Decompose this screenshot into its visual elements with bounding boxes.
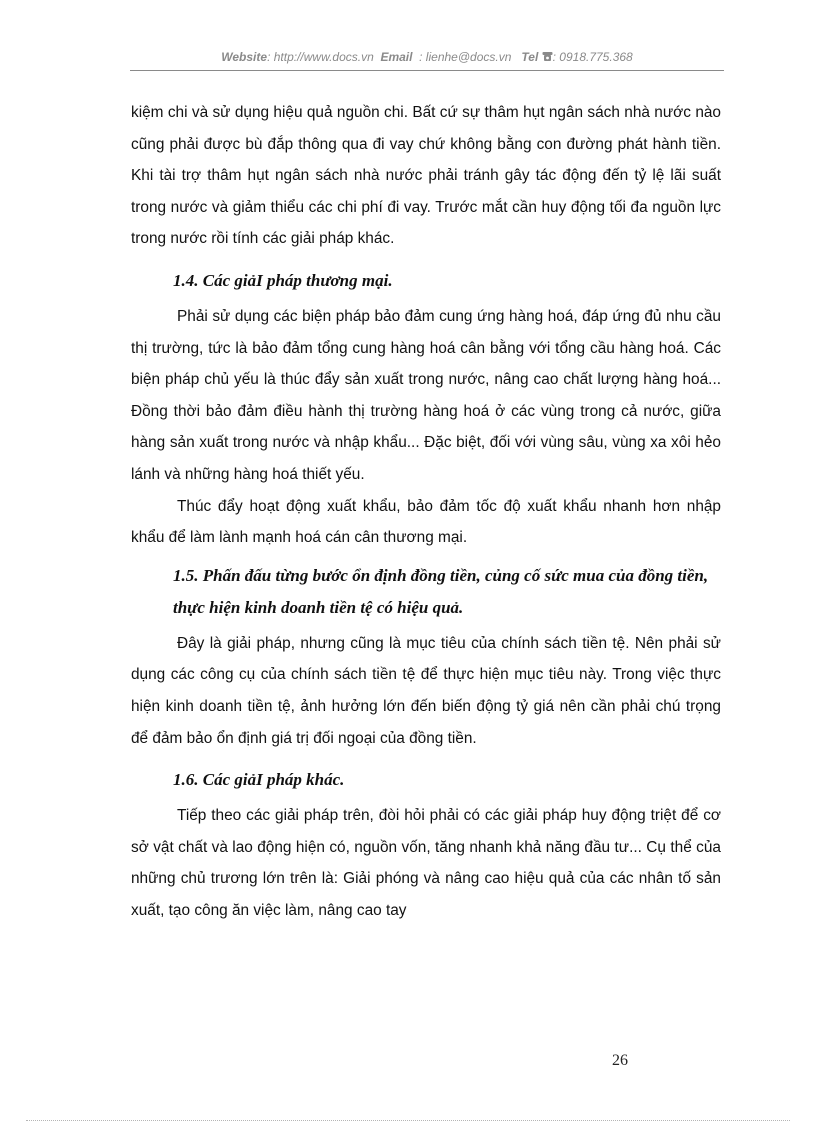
paragraph-monetary-policy: Đây là giải pháp, nhưng cũng là mục tiêu của chính sách tiền tệ. Nên phải sử dụng các công cụ của chính sách tiền tệ để thực hiện mục tiêu này. Trong việc thực hiện kinh doanh tiền tệ, ảnh hưởng lớn đến biến động tỷ giá nên cần phải chú trọng để đảm bảo ổn định giá trị đối ngoại của đồng tiền. [131, 634, 721, 747]
email-label: Email [380, 50, 413, 64]
header-divider [130, 70, 724, 71]
website-label: Website [221, 50, 268, 64]
paragraph-trade-measures: Phải sử dụng các biện pháp bảo đảm cung ứng hàng hoá, đáp ứng đủ nhu cầu thị trường, tức là bảo đảm tổng cung hàng hoá cân bằng với tổng cầu hàng hoá. Các biện pháp chủ yếu là thúc đẩy sản xuất trong nước, nâng cao chất lượng hàng hoá... Đồng thời bảo đảm điều hành thị trường hàng hoá ở các vùng trong cả nước, giữa hàng sản xuất trong nước và nhập khẩu... Đặc biệt, đối với vùng sâu, vùng xa xôi hẻo lánh và những hàng hoá thiết yếu. [131, 307, 721, 483]
website-value: : http://www.docs.vn [267, 50, 374, 64]
section-heading-1-5: 1.5. Phấn đấu từng bước ổn định đồng tiền, củng cố sức mua của đồng tiền, thực hiện kinh doanh tiền tệ có hiệu quả. [173, 565, 709, 617]
paragraph-export-promotion: Thúc đẩy hoạt động xuất khẩu, bảo đảm tốc độ xuất khẩu nhanh hơn nhập khẩu để làm lành mạnh hoá cán cân thương mại. [131, 497, 721, 547]
page-header [130, 50, 724, 65]
section-heading-1-6: 1.6. Các giảI pháp khác. [173, 770, 345, 790]
telephone-icon [542, 51, 553, 65]
email-value: : lienhe@docs.vn [419, 50, 512, 64]
tel-label: Tel [521, 50, 539, 64]
page-bottom-divider [26, 1120, 790, 1121]
tel-value: : 0918.775.368 [552, 50, 633, 64]
paragraph-continued: kiệm chi và sử dụng hiệu quả nguồn chi. Bất cứ sự thâm hụt ngân sách nhà nước nào cũng phải được bù đắp thông qua đi vay chứ không bằng con đường phát hành tiền. Khi tài trợ thâm hụt ngân sách nhà nước phải tránh gây tác động đến tỷ lệ lãi suất trong nước và giảm thiểu các chi phí đi vay. Trước mắt cần huy động tối đa nguồn lực trong nước rồi tính các giải pháp khác. [131, 104, 721, 248]
paragraph-other-measures: Tiếp theo các giải pháp trên, đòi hỏi phải có các giải pháp huy động triệt để cơ sở vật chất và lao động hiện có, nguồn vốn, tăng nhanh khả năng đầu tư... Cụ thể của những chủ trương lớn trên là: Giải phóng và nâng cao hiệu quả của các nhân tố sản xuất, tạo công ăn việc làm, nâng cao tay [131, 807, 721, 919]
document-body [131, 97, 721, 926]
page-number: 26 [612, 1052, 628, 1069]
section-heading-1-4: 1.4. Các giảI pháp thương mại. [173, 270, 393, 290]
